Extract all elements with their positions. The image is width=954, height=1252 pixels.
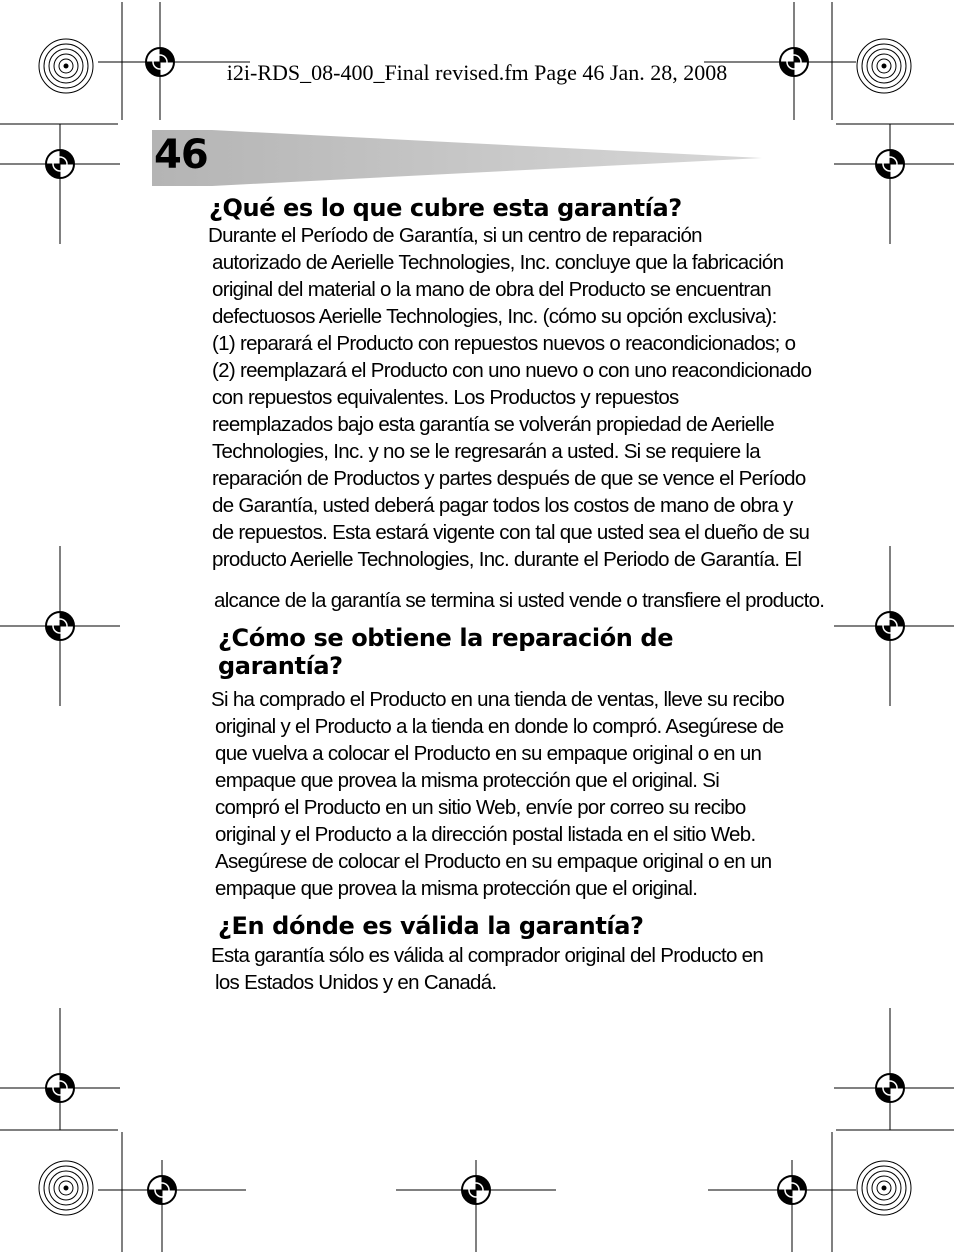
section-heading-validity: ¿En dónde es válida la garantía? [218,912,644,940]
body-line: de repuestos. Esta estará vigente con tal que usted sea el dueño de su [212,521,810,544]
body-line: compró el Producto en un sitio Web, envíe por correo su recibo [215,796,746,819]
file-header: i2i-RDS_08-400_Final revised.fm Page 46 Jan. 28, 2008 [226,60,728,85]
starburst-mark-bottom-left [39,1161,93,1215]
section-heading-repair [218,624,673,680]
section-body-coverage [208,222,811,573]
section-body-validity [211,942,763,996]
body-line: alcance de la garantía se termina si usted vende o transfiere el producto. [214,589,825,612]
body-line: los Estados Unidos y en Canadá. [215,971,497,994]
body-line: defectuosos Aerielle Technologies, Inc. (cómo su opción exclusiva): [212,305,777,328]
body-line: producto Aerielle Technologies, Inc. durante el Periodo de Garantía. El [212,548,802,571]
body-line: Asegúrese de colocar el Producto en su empaque original o en un [215,850,772,873]
registration-mark-left-lower [46,1074,74,1102]
body-line: Esta garantía sólo es válida al comprador original del Producto en [211,944,764,967]
body-line: reparación de Productos y partes después de que se vence el Período [212,467,806,490]
body-line: Si ha comprado el Producto en una tienda de ventas, lleve su recibo [211,688,785,711]
registration-mark-right-upper [876,150,904,178]
registration-mark-bottom-right [778,1176,806,1204]
page-number-band [152,130,764,186]
registration-mark-bottom-left [148,1176,176,1204]
body-line: original y el Producto a la dirección postal listada en el sitio Web. [215,823,756,846]
page-number: 46 [154,132,208,178]
section-body-repair [211,686,784,902]
registration-mark-right-lower [876,1074,904,1102]
body-line: original y el Producto a la tienda en donde lo compró. Asegúrese de [215,715,784,738]
body-line: Technologies, Inc. y no se le regresarán a usted. Si se requiere la [212,440,760,463]
body-line: de Garantía, usted deberá pagar todos los costos de mano de obra y [212,494,793,517]
registration-mark-left-upper [46,150,74,178]
body-line: empaque que provea la misma protección que el original. Si [215,769,720,792]
body-line: reemplazados bajo esta garantía se volverán propiedad de Aerielle [212,413,774,436]
heading-line: ¿Cómo se obtiene la reparación de [218,624,674,652]
starburst-mark-bottom-right [857,1161,911,1215]
heading-line: garantía? [218,652,343,680]
body-line: Durante el Período de Garantía, si un centro de reparación [208,224,702,247]
section-heading-coverage: ¿Qué es lo que cubre esta garantía? [209,194,682,222]
registration-mark-bottom-center [462,1176,490,1204]
body-line: (2) reemplazará el Producto con uno nuevo o con uno reacondicionado [212,359,812,382]
body-line: con repuestos equivalentes. Los Productos y repuestos [212,386,679,409]
body-line: autorizado de Aerielle Technologies, Inc. concluye que la fabricación [212,251,784,274]
body-line: (1) reparará el Producto con repuestos nuevos o reacondicionados; o [212,332,796,355]
section-body-coverage-continuation [214,587,824,614]
registration-mark-left-middle [46,612,74,640]
body-line: empaque que provea la misma protección que el original. [215,877,698,900]
body-line: original del material o la mano de obra del Producto se encuentran [212,278,771,301]
body-line: que vuelva a colocar el Producto en su empaque original o en un [215,742,762,765]
registration-mark-right-middle [876,612,904,640]
